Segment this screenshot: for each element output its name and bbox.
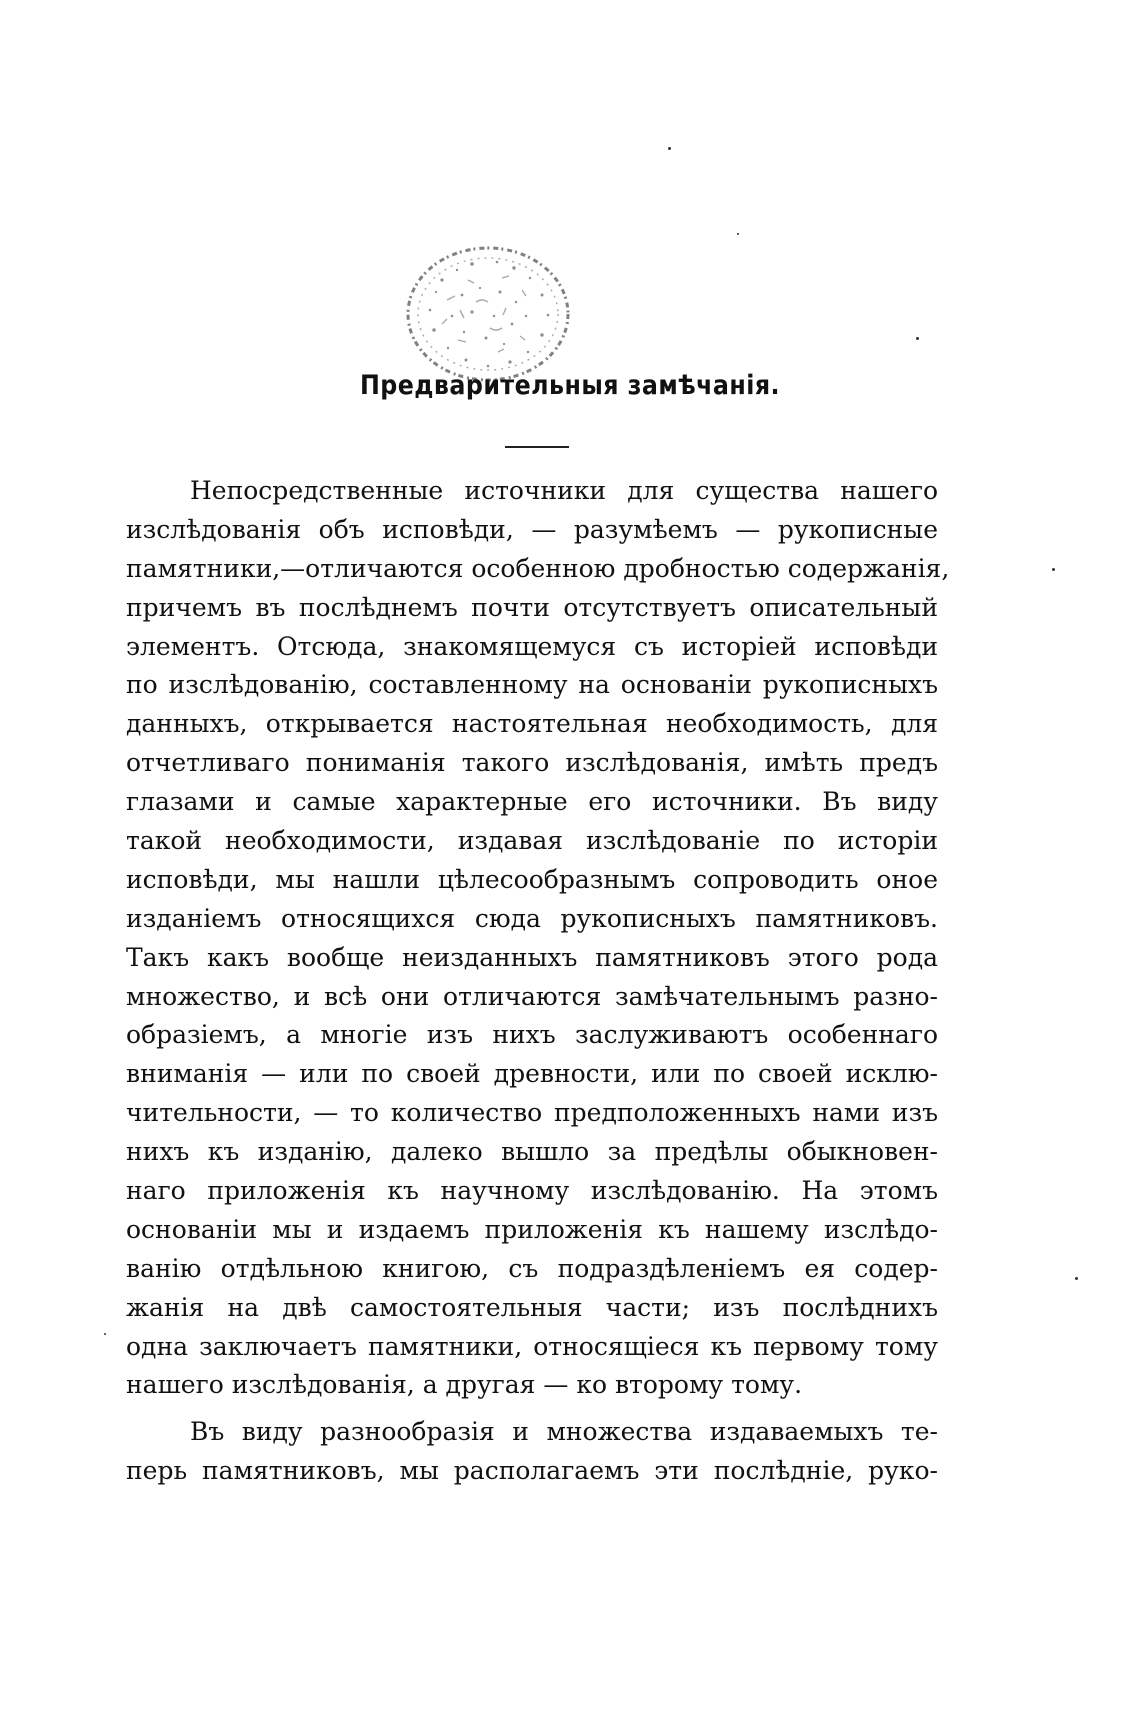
text-line: данныхъ, открывается настоятельная необходимость, для [126, 709, 938, 739]
text-line: памятники,—отличаются особенною дробностью содержанія, [126, 553, 950, 583]
scan-speck [104, 1333, 106, 1335]
text-line: ванію отдѣльною книгою, съ подраздѣленіемъ ея содер- [126, 1253, 938, 1283]
paragraph-2 [126, 1413, 938, 1491]
text-line: вниманія — или по своей древности, или по своей исклю- [126, 1059, 938, 1089]
paragraph-1 [126, 472, 950, 1405]
text-line: нихъ къ изданію, далеко вышло за предѣлы обыкновен- [126, 1137, 938, 1167]
page-title: Предварительныя замѣчанія. [359, 370, 781, 401]
text-line: элементъ. Отсюда, знакомящемуся съ исторіей исповѣди [126, 631, 938, 661]
scan-speck [1075, 1277, 1078, 1280]
text-line: глазами и самые характерные его источники. Въ виду [126, 787, 938, 817]
text-line: Непосредственные источники для существа нашего [190, 476, 938, 505]
title-divider [505, 446, 569, 448]
text-line: чительности, — то количество предположенныхъ нами изъ [126, 1098, 938, 1128]
scan-speck [737, 233, 739, 235]
library-stamp-icon [402, 240, 574, 388]
text-line: наго приложенія къ научному изслѣдованію. На этомъ [126, 1176, 938, 1206]
text-line: изслѣдованія объ исповѣди, — разумѣемъ — рукописные [126, 514, 938, 544]
scan-speck [916, 337, 919, 340]
text-line: Въ виду разнообразія и множества издаваемыхъ те- [190, 1417, 938, 1447]
text-line: основаніи мы и издаемъ приложенія къ нашему изслѣдо- [126, 1214, 938, 1244]
text-line: изданіемъ относящихся сюда рукописныхъ памятниковъ. [126, 903, 938, 933]
text-line: исповѣди, мы нашли цѣлесообразнымъ сопроводить оное [126, 864, 938, 894]
body-text [126, 472, 950, 1491]
text-line: по изслѣдованію, составленному на основаніи рукописныхъ [126, 670, 938, 700]
text-line: перь памятниковъ, мы располагаемъ эти послѣдніе, руко- [126, 1456, 938, 1486]
text-line: множество, и всѣ они отличаются замѣчательнымъ разно- [126, 981, 938, 1011]
text-line: жанія на двѣ самостоятельныя части; изъ послѣднихъ [126, 1292, 938, 1322]
scan-speck [1052, 568, 1055, 571]
paragraph-gap [126, 1405, 938, 1413]
text-line: Такъ какъ вообще неизданныхъ памятниковъ этого рода [126, 942, 938, 972]
text-line: отчетливаго пониманія такого изслѣдованія, имѣть предъ [126, 748, 938, 778]
text-line: причемъ въ послѣднемъ почти отсутствуетъ описательный [126, 592, 938, 622]
text-line: нашего изслѣдованія, а другая — ко второму тому. [126, 1370, 803, 1400]
text-line: образіемъ, а многіе изъ нихъ заслуживаютъ особеннаго [126, 1020, 938, 1050]
text-line: такой необходимости, издавая изслѣдованіе по исторіи [126, 826, 938, 856]
text-line: одна заключаетъ памятники, относящіеся къ первому тому [126, 1331, 938, 1361]
scan-speck [668, 147, 671, 150]
